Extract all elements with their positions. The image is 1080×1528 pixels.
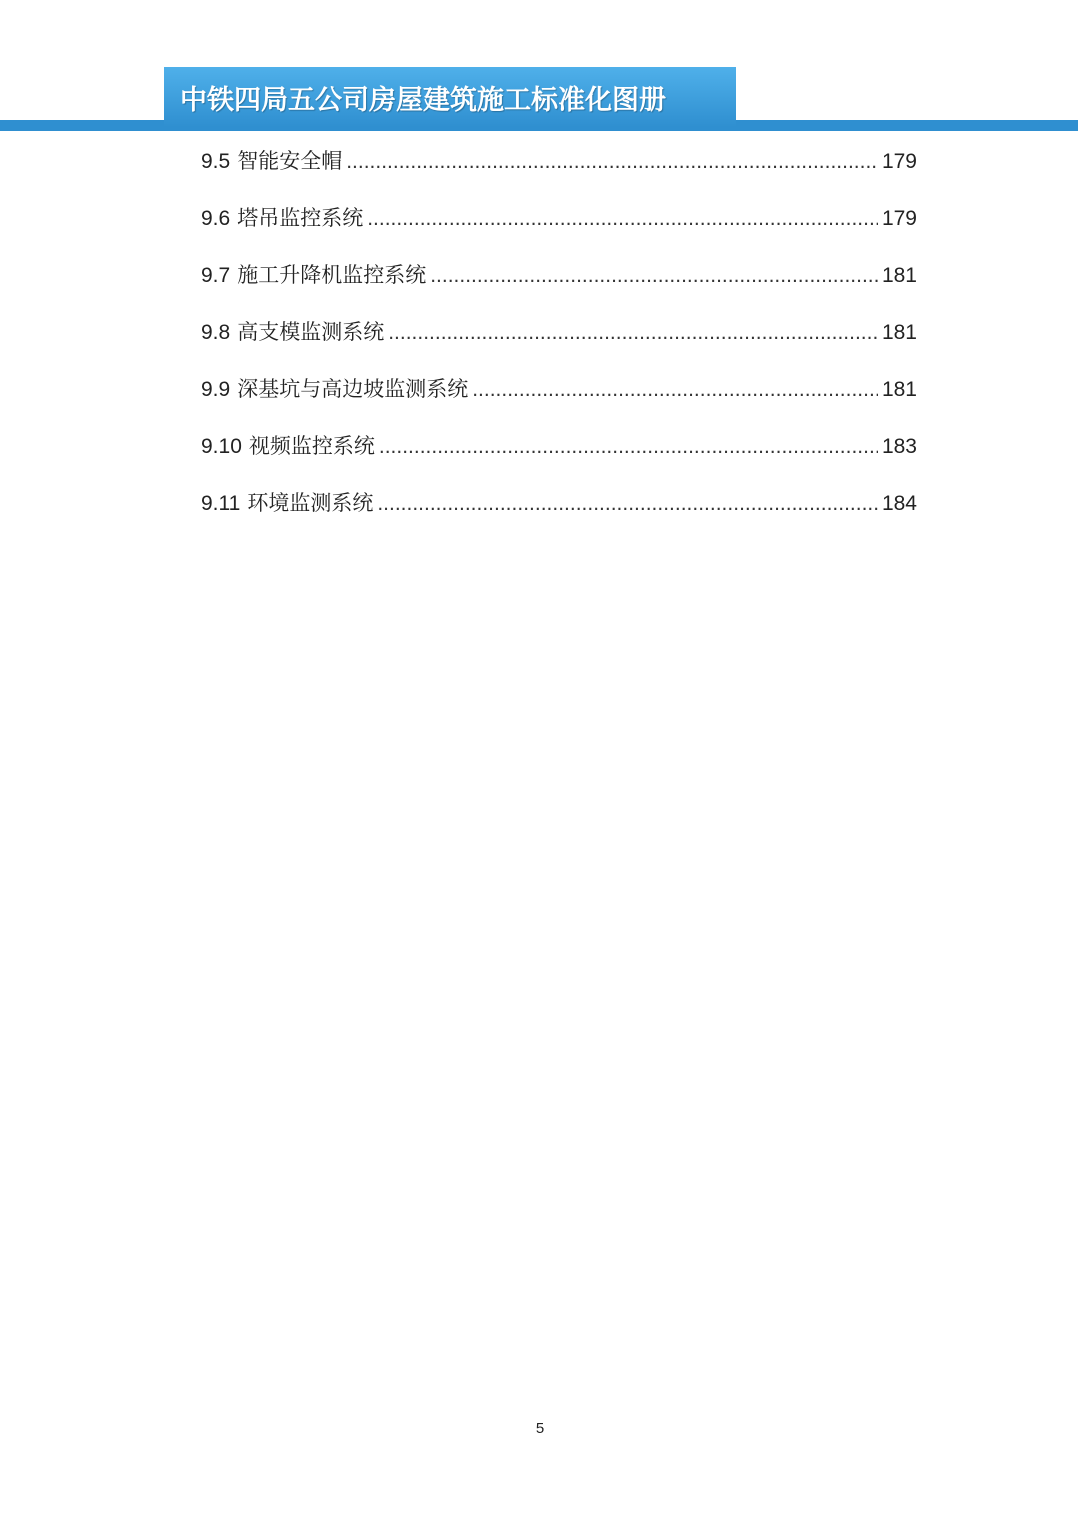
toc-entry-title: 视频监控系统 <box>248 434 375 458</box>
toc-entry-number: 9.9 <box>201 378 231 401</box>
toc-entry[interactable] <box>201 311 917 368</box>
toc-dot-leader <box>377 483 878 525</box>
toc-entry-number: 9.7 <box>201 264 231 287</box>
toc-entry[interactable] <box>201 482 917 539</box>
toc-dot-leader <box>346 141 878 183</box>
toc-dot-leader <box>367 198 878 240</box>
page-number: 5 <box>535 1420 545 1437</box>
toc-entry-number: 9.6 <box>201 207 231 230</box>
toc-dot-leader <box>430 255 878 297</box>
toc-entry[interactable] <box>201 254 917 311</box>
toc-entry-title: 施工升降机监控系统 <box>237 263 427 287</box>
toc-entry-page: 179 <box>881 207 917 230</box>
toc-dot-leader <box>379 426 878 468</box>
table-of-contents <box>201 140 917 539</box>
document-title: 中铁四局五公司房屋建筑施工标准化图册 <box>180 84 666 116</box>
toc-dot-leader <box>472 369 878 411</box>
toc-entry[interactable] <box>201 425 917 482</box>
toc-entry-page: 181 <box>881 264 917 287</box>
toc-entry[interactable] <box>201 368 917 425</box>
header-banner <box>164 67 736 127</box>
toc-entry-title: 塔吊监控系统 <box>237 206 364 230</box>
toc-entry-page: 181 <box>881 378 917 401</box>
toc-entry-number: 9.10 <box>201 435 242 458</box>
toc-entry-page: 183 <box>881 435 917 458</box>
toc-entry-number: 9.11 <box>201 492 241 515</box>
toc-dot-leader <box>388 312 878 354</box>
toc-entry[interactable] <box>201 140 917 197</box>
toc-entry-title: 高支模监测系统 <box>237 320 385 344</box>
toc-entry-title: 环境监测系统 <box>247 491 374 515</box>
toc-entry[interactable] <box>201 197 917 254</box>
toc-entry-title: 智能安全帽 <box>237 149 343 173</box>
toc-entry-page: 184 <box>881 492 917 515</box>
toc-entry-page: 181 <box>881 321 917 344</box>
toc-entry-title: 深基坑与高边坡监测系统 <box>237 377 469 401</box>
toc-entry-number: 9.8 <box>201 321 231 344</box>
toc-entry-number: 9.5 <box>201 150 231 173</box>
toc-entry-page: 179 <box>881 150 917 173</box>
